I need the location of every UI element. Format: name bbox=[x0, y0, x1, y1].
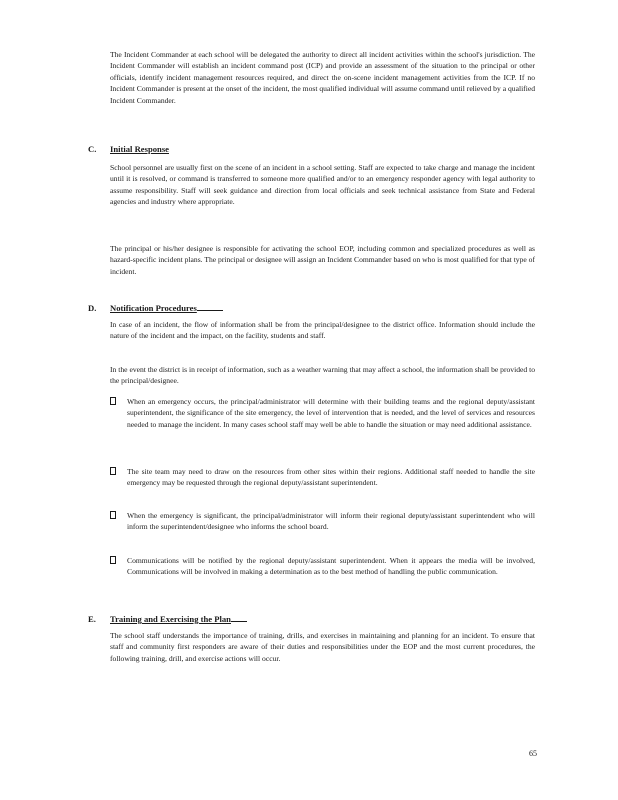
page-number: 65 bbox=[529, 749, 537, 758]
list-item-text: When an emergency occurs, the principal/administrator will determine with their building teams and the regional deputy/assistant superintendent, the significance of the site emergency, the level of intervention that is needed, and the level of services and resources needed to manage the incident. In many cases school staff may well be able to handle the situation or may need additional assistance. bbox=[127, 397, 535, 429]
paragraph-notification-2: In the event the district is in receipt of information, such as a weather warning that may affect a school, the information shall be provided to the principal/designee. bbox=[110, 365, 535, 386]
list-item-text: The site team may need to draw on the resources from other sites within their regions. Additional staff needed to handle the site emergency may be requested through the regional deputy/assistant superintendent. bbox=[127, 467, 535, 488]
list-item-text: Communications will be notified by the regional deputy/assistant superintendent. When it appears the media will be involved, Communications will be involved in making a determination as to the best method of handling the public communication. bbox=[127, 556, 535, 577]
heading-c-title: Initial Response bbox=[110, 144, 169, 154]
heading-e-title: Training and Exercising the Plan bbox=[110, 614, 231, 624]
checkbox-bullet-icon bbox=[110, 556, 116, 564]
list-item-text: When the emergency is significant, the principal/administrator will inform their regional deputy/assistant superintendent who will inform the superintendent/designee who informs the school board. bbox=[127, 511, 535, 532]
list-item bbox=[110, 396, 535, 430]
list-item bbox=[110, 555, 535, 578]
heading-d-underline bbox=[197, 302, 223, 311]
heading-d-title: Notification Procedures bbox=[110, 303, 197, 313]
list-item bbox=[110, 510, 535, 533]
heading-e-letter: E. bbox=[88, 614, 96, 624]
list-item bbox=[110, 466, 535, 489]
heading-e-underline bbox=[231, 613, 247, 622]
paragraph-notification-1: In case of an incident, the flow of information shall be from the principal/designee to the district office. Information should include the nature of the incident and the impact, on the facility, students and staff. bbox=[110, 320, 535, 341]
heading-d bbox=[88, 302, 223, 313]
heading-d-letter: D. bbox=[88, 303, 97, 313]
heading-c-letter: C. bbox=[88, 144, 97, 154]
paragraph-incident-commander: The Incident Commander at each school will be delegated the authority to direct all incident activities within the school's jurisdiction. The Incident Commander will establish an incident command post (ICP) and provide an assessment of the situation to the principal or other officials, identify incident management resources required, and direct the on-scene incident management activities from the ICP. If no Incident Commander is present at the onset of the incident, the most qualified individual will assume command until relieved by a qualified Incident Commander. bbox=[110, 50, 535, 105]
checkbox-bullet-icon bbox=[110, 511, 116, 519]
heading-c bbox=[88, 144, 169, 154]
paragraph-initial-response-2: The principal or his/her designee is responsible for activating the school EOP, including common and specialized procedures as well as hazard-specific incident plans. The principal or designee will assign an Incident Commander based on who is most qualified for that type of incident. bbox=[110, 244, 535, 276]
paragraph-initial-response-1: School personnel are usually first on the scene of an incident in a school setting. Staff are expected to take charge and manage the incident until it is resolved, or command is transferred to someone more qualified and/or to an emergency responder agency with legal authority to assume responsibility. Staff will seek guidance and direction from local officials and seek technical assistance from State and Federal agencies and industry where appropriate. bbox=[110, 163, 535, 207]
heading-e bbox=[88, 613, 247, 624]
paragraph-training: The school staff understands the importance of training, drills, and exercises in maintaining and planning for an incident. To ensure that staff and community first responders are aware of their duties and responsibilities under the EOP and the most current procedures, the following training, drill, and exercise actions will occur. bbox=[110, 631, 535, 663]
checkbox-bullet-icon bbox=[110, 397, 116, 405]
checkbox-bullet-icon bbox=[110, 467, 116, 475]
